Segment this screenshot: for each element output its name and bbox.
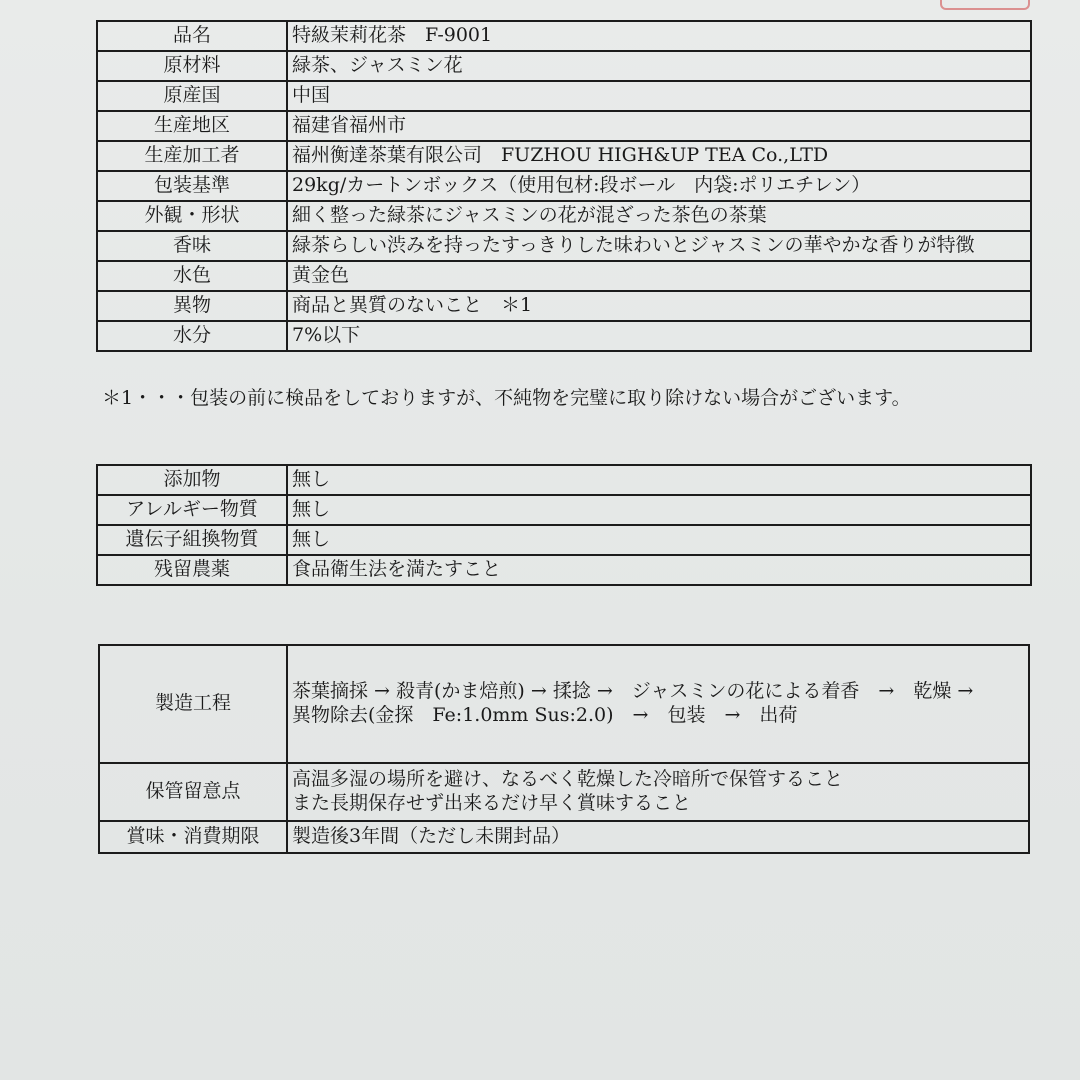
table-row — [99, 645, 1029, 763]
row-label: 水色 — [97, 261, 287, 291]
row-value: 福建省福州市 — [287, 111, 1031, 141]
row-value: 福州衡達茶葉有限公司 FUZHOU HIGH&UP TEA Co.,LTD — [287, 141, 1031, 171]
footnote: ＊1・・・包装の前に検品をしておりますが、不純物を完璧に取り除けない場合がございます。 — [102, 387, 911, 409]
table-row — [97, 111, 1031, 141]
row-label: 包装基準 — [97, 171, 287, 201]
row-label: 品名 — [97, 21, 287, 51]
process-line-2: 異物除去(金探 Fe:1.0mm Sus:2.0) → 包装 → 出荷 — [292, 704, 798, 726]
row-label: 残留農薬 — [97, 555, 287, 585]
row-value: 特級茉莉花茶 F-9001 — [287, 21, 1031, 51]
table-row — [97, 495, 1031, 525]
table-row — [99, 821, 1029, 853]
row-label: 生産地区 — [97, 111, 287, 141]
row-value: 無し — [287, 495, 1031, 525]
table-row — [97, 525, 1031, 555]
row-label: 賞味・消費期限 — [99, 821, 287, 853]
row-value: 製造後3年間（ただし未開封品） — [287, 821, 1029, 853]
row-value: 細く整った緑茶にジャスミンの花が混ざった茶色の茶葉 — [287, 201, 1031, 231]
table-row — [97, 465, 1031, 495]
row-label: 製造工程 — [99, 645, 287, 763]
row-value: 無し — [287, 465, 1031, 495]
table-row — [97, 81, 1031, 111]
row-label: 外観・形状 — [97, 201, 287, 231]
row-value: 無し — [287, 525, 1031, 555]
row-value — [287, 645, 1029, 763]
row-value: 中国 — [287, 81, 1031, 111]
row-label: 添加物 — [97, 465, 287, 495]
row-value: 緑茶らしい渋みを持ったすっきりした味わいとジャスミンの華やかな香りが特徴 — [287, 231, 1031, 261]
row-value: 29kg/カートンボックス（使用包材:段ボール 内袋:ポリエチレン） — [287, 171, 1031, 201]
table-row — [97, 261, 1031, 291]
table-row — [97, 141, 1031, 171]
table-row — [97, 231, 1031, 261]
red-stamp-mark — [940, 0, 1030, 10]
row-value: 商品と異質のないこと ＊1 — [287, 291, 1031, 321]
row-value: 緑茶、ジャスミン花 — [287, 51, 1031, 81]
row-value: 食品衛生法を満たすこと — [287, 555, 1031, 585]
table-row — [97, 555, 1031, 585]
row-value: 7%以下 — [287, 321, 1031, 351]
storage-line-2: また長期保存せず出来るだけ早く賞味すること — [292, 792, 692, 814]
process-line-1: 茶葉摘採 → 殺青(かま焙煎) → 揉捻 → ジャスミンの花による着香 → 乾燥 → — [292, 680, 974, 703]
table-row — [97, 21, 1031, 51]
row-label: 香味 — [97, 231, 287, 261]
row-value: 黄金色 — [287, 261, 1031, 291]
row-label: 原産国 — [97, 81, 287, 111]
row-label: 原材料 — [97, 51, 287, 81]
table-row — [99, 763, 1029, 821]
additive-table — [96, 464, 1032, 586]
table-row — [97, 321, 1031, 351]
table-row — [97, 171, 1031, 201]
row-value — [287, 763, 1029, 821]
table-row — [97, 291, 1031, 321]
row-label: アレルギー物質 — [97, 495, 287, 525]
row-label: 生産加工者 — [97, 141, 287, 171]
row-label: 水分 — [97, 321, 287, 351]
product-spec-table — [96, 20, 1032, 352]
row-label: 異物 — [97, 291, 287, 321]
row-label: 保管留意点 — [99, 763, 287, 821]
table-row — [97, 51, 1031, 81]
storage-line-1: 高温多湿の場所を避け、なるべく乾燥した冷暗所で保管すること — [292, 768, 844, 791]
row-label: 遺伝子組換物質 — [97, 525, 287, 555]
process-storage-table — [98, 644, 1030, 854]
table-row — [97, 201, 1031, 231]
